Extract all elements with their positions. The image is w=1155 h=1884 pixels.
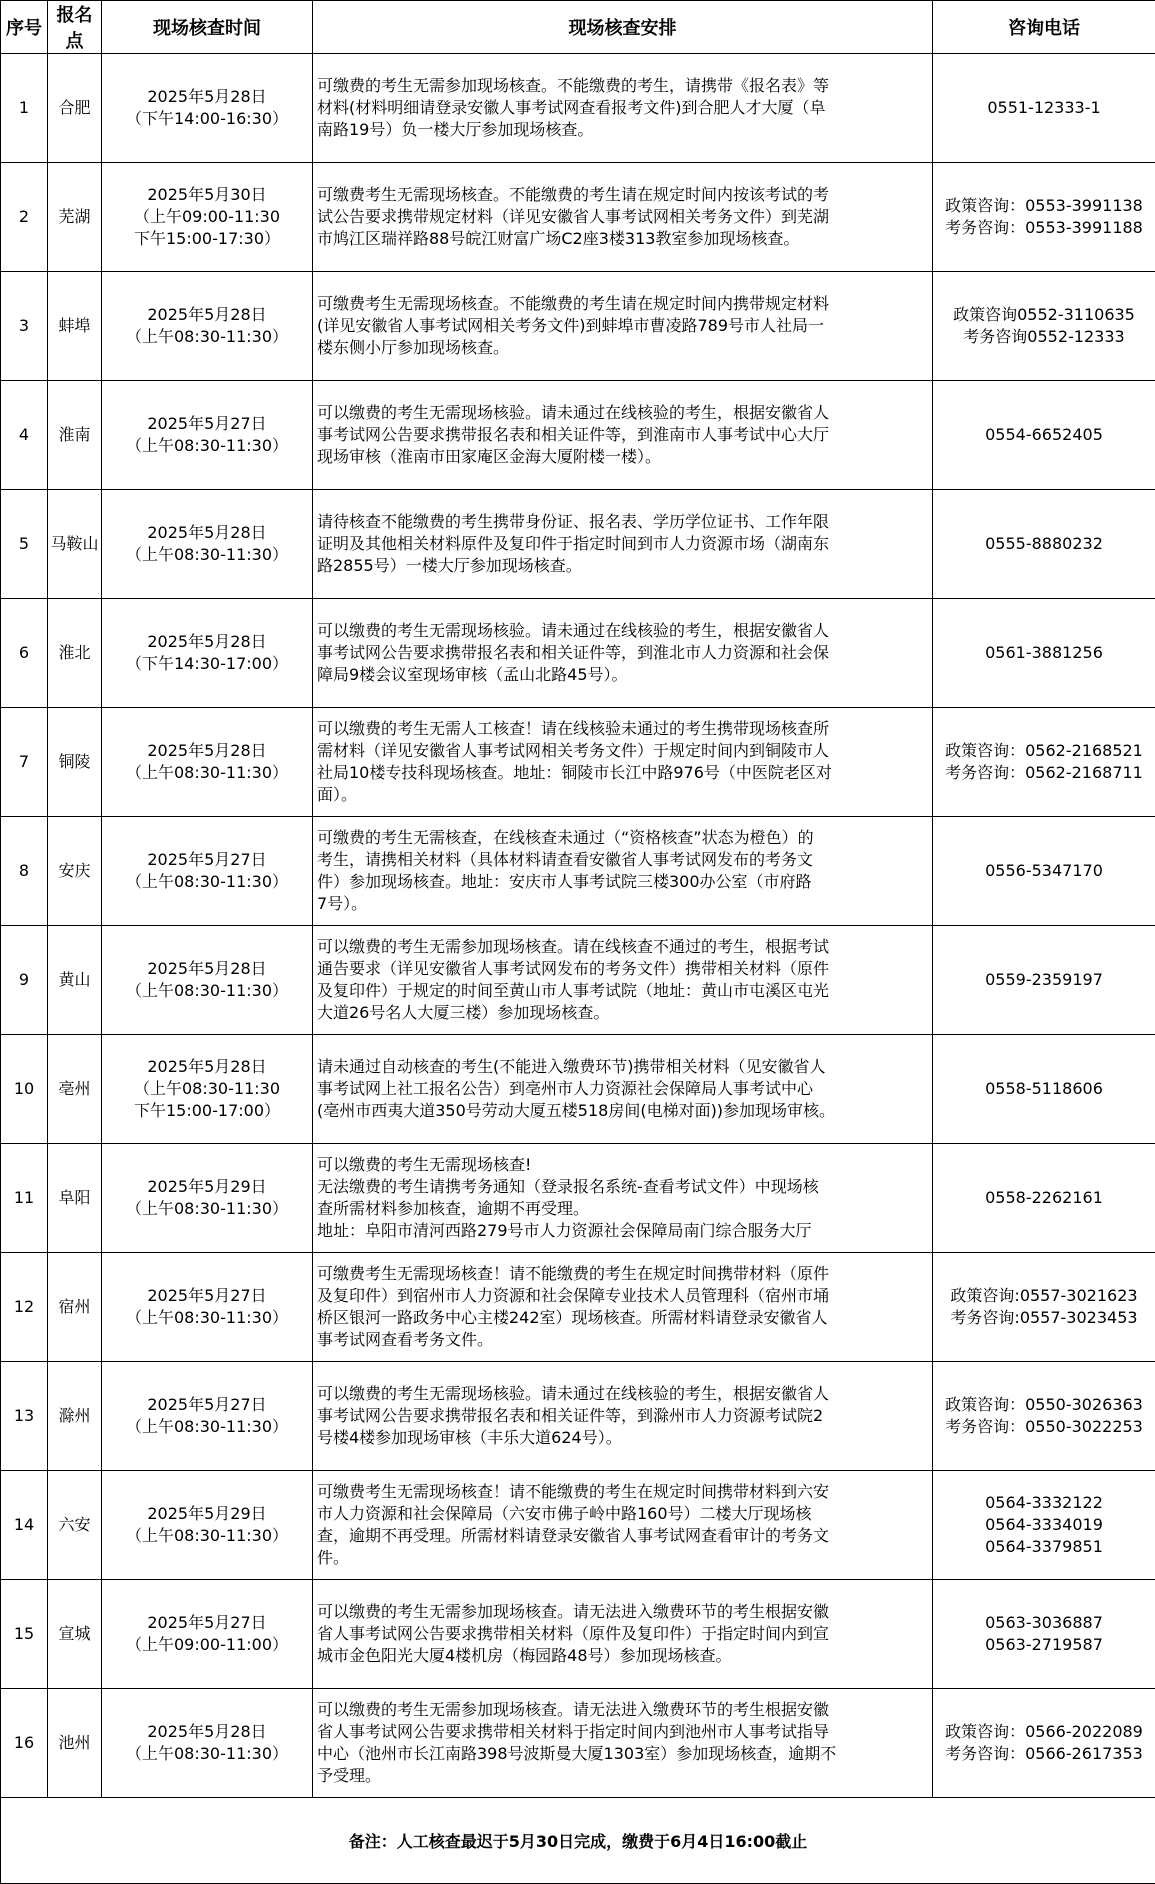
time-line: （上午08:30-11:30） (102, 762, 312, 784)
table-row (1, 1035, 1155, 1144)
time-line: （上午08:30-11:30） (102, 544, 312, 566)
arrangement-line: 试公告要求携带规定材料（详见安徽省人事考试网相关考务文件）到芜湖 (317, 206, 928, 228)
row-number: 7 (1, 708, 48, 817)
arrangement-line: 事考试网上社工报名公告）到亳州市人力资源社会保障局人事考试中心 (317, 1078, 928, 1100)
row-number: 11 (1, 1144, 48, 1253)
row-number: 9 (1, 926, 48, 1035)
contact-phone (933, 1035, 1155, 1144)
header-site: 报名点 (48, 1, 102, 54)
registration-site: 宿州 (48, 1253, 102, 1362)
verification-arrangement (313, 926, 933, 1035)
registration-site: 阜阳 (48, 1144, 102, 1253)
registration-site: 芜湖 (48, 163, 102, 272)
arrangement-line: 可缴费的考生无需参加现场核查。不能缴费的考生，请携带《报名表》等 (317, 75, 928, 97)
registration-site: 安庆 (48, 817, 102, 926)
verification-time (102, 1471, 313, 1580)
phone-line: 考务咨询：0553-3991188 (933, 217, 1155, 239)
time-line: （上午08:30-11:30） (102, 1525, 312, 1547)
time-line: （上午08:30-11:30） (102, 1307, 312, 1329)
table-row (1, 1580, 1155, 1689)
time-line: （上午08:30-11:30） (102, 980, 312, 1002)
arrangement-line: 可缴费的考生无需核查，在线核查未通过（“资格核查”状态为橙色）的 (317, 827, 928, 849)
arrangement-line: 可缴费考生无需现场核查！请不能缴费的考生在规定时间携带材料到六安 (317, 1481, 928, 1503)
table-row (1, 1144, 1155, 1253)
verification-arrangement (313, 54, 933, 163)
row-number: 15 (1, 1580, 48, 1689)
contact-phone (933, 1253, 1155, 1362)
row-number: 16 (1, 1689, 48, 1798)
contact-phone (933, 1689, 1155, 1798)
table-row (1, 381, 1155, 490)
row-number: 3 (1, 272, 48, 381)
registration-site: 合肥 (48, 54, 102, 163)
phone-line: 0564-3334019 (933, 1514, 1155, 1536)
arrangement-line: 市人力资源和社会保障局（六安市佛子岭中路160号）二楼大厅现场核 (317, 1503, 928, 1525)
phone-line: 0561-3881256 (933, 642, 1155, 664)
contact-phone (933, 817, 1155, 926)
verification-arrangement (313, 272, 933, 381)
arrangement-line: 可缴费考生无需现场核查。不能缴费的考生请在规定时间内携带规定材料 (317, 293, 928, 315)
verification-time (102, 272, 313, 381)
arrangement-line: 号楼4楼参加现场审核（丰乐大道624号）。 (317, 1427, 928, 1449)
time-line: （上午08:30-11:30） (102, 1198, 312, 1220)
phone-line: 0564-3379851 (933, 1536, 1155, 1558)
row-number: 1 (1, 54, 48, 163)
arrangement-line: 可缴费考生无需现场核查！请不能缴费的考生在规定时间携带材料（原件 (317, 1263, 928, 1285)
header-phone: 咨询电话 (933, 1, 1155, 54)
arrangement-line: 可以缴费的考生无需人工核查！请在线核验未通过的考生携带现场核查所 (317, 718, 928, 740)
table-header-row (1, 1, 1155, 54)
arrangement-line: 件）参加现场核查。地址：安庆市人事考试院三楼300办公室（市府路 (317, 871, 928, 893)
arrangement-line: 查，逾期不再受理。所需材料请登录安徽省人事考试网查看审计的考务文 (317, 1525, 928, 1547)
verification-time (102, 708, 313, 817)
arrangement-line: 地址：阜阳市清河西路279号市人力资源社会保障局南门综合服务大厅 (317, 1220, 928, 1242)
time-line: 下午15:00-17:00） (102, 1100, 312, 1122)
time-line: 2025年5月28日 (102, 86, 312, 108)
arrangement-line: 通告要求（详见安徽省人事考试网发布的考务文件）携带相关材料（原件 (317, 958, 928, 980)
phone-line: 政策咨询：0550-3026363 (933, 1394, 1155, 1416)
arrangement-line: 大道26号名人大厦三楼）参加现场核查。 (317, 1002, 928, 1024)
arrangement-line: 桥区银河一路政务中心主楼242室）现场核查。所需材料请登录安徽省人 (317, 1307, 928, 1329)
time-line: 2025年5月28日 (102, 740, 312, 762)
time-line: 2025年5月29日 (102, 1503, 312, 1525)
contact-phone (933, 163, 1155, 272)
table-row (1, 1689, 1155, 1798)
time-line: （上午08:30-11:30） (102, 326, 312, 348)
time-line: （上午08:30-11:30 (102, 1078, 312, 1100)
table-row (1, 1471, 1155, 1580)
arrangement-line: 省人事考试网公告要求携带相关材料（原件及复印件）于指定时间内到宣 (317, 1623, 928, 1645)
time-line: 2025年5月27日 (102, 1285, 312, 1307)
time-line: 2025年5月27日 (102, 849, 312, 871)
arrangement-line: 城市金色阳光大厦4楼机房（梅园路48号）参加现场核查。 (317, 1645, 928, 1667)
verification-time (102, 1580, 313, 1689)
verification-arrangement (313, 381, 933, 490)
note-text: 备注：人工核查最迟于5月30日完成，缴费于6月4日16:00截止 (1, 1798, 1155, 1884)
registration-site: 宣城 (48, 1580, 102, 1689)
arrangement-line: 市鸠江区瑞祥路88号皖江财富广场C2座3楼313教室参加现场核查。 (317, 228, 928, 250)
header-time: 现场核查时间 (102, 1, 313, 54)
time-line: 2025年5月28日 (102, 522, 312, 544)
arrangement-line: 7号）。 (317, 893, 928, 915)
arrangement-line: 无法缴费的考生请携考务通知（登录报名系统-查看考试文件）中现场核 (317, 1176, 928, 1198)
header-no: 序号 (1, 1, 48, 54)
phone-line: 0555-8880232 (933, 533, 1155, 555)
registration-site: 亳州 (48, 1035, 102, 1144)
verification-time (102, 817, 313, 926)
time-line: 2025年5月28日 (102, 304, 312, 326)
contact-phone (933, 381, 1155, 490)
arrangement-line: 及复印件）于规定的时间至黄山市人事考试院（地址：黄山市屯溪区屯光 (317, 980, 928, 1002)
row-number: 2 (1, 163, 48, 272)
table-row (1, 817, 1155, 926)
registration-site: 淮北 (48, 599, 102, 708)
contact-phone (933, 1580, 1155, 1689)
table-row (1, 54, 1155, 163)
verification-arrangement (313, 599, 933, 708)
verification-time (102, 1035, 313, 1144)
registration-site: 六安 (48, 1471, 102, 1580)
phone-line: 0558-5118606 (933, 1078, 1155, 1100)
phone-line: 考务咨询：0566-2617353 (933, 1743, 1155, 1765)
phone-line: 考务咨询：0562-2168711 (933, 762, 1155, 784)
arrangement-line: 请未通过自动核查的考生(不能进入缴费环节)携带相关材料（见安徽省人 (317, 1056, 928, 1078)
row-number: 5 (1, 490, 48, 599)
contact-phone (933, 599, 1155, 708)
verification-time (102, 1253, 313, 1362)
verification-arrangement (313, 163, 933, 272)
arrangement-line: 材料(材料明细请登录安徽人事考试网查看报考文件)到合肥人才大厦（阜 (317, 97, 928, 119)
phone-line: 政策咨询：0562-2168521 (933, 740, 1155, 762)
phone-line: 0558-2262161 (933, 1187, 1155, 1209)
phone-line: 0551-12333-1 (933, 97, 1155, 119)
arrangement-line: 南路19号）负一楼大厅参加现场核查。 (317, 119, 928, 141)
time-line: 2025年5月30日 (102, 184, 312, 206)
arrangement-line: 可以缴费的考生无需现场核验。请未通过在线核验的考生，根据安徽省人 (317, 402, 928, 424)
contact-phone (933, 1471, 1155, 1580)
verification-arrangement (313, 817, 933, 926)
phone-line: 考务咨询：0550-3022253 (933, 1416, 1155, 1438)
verification-time (102, 163, 313, 272)
phone-line: 0556-5347170 (933, 860, 1155, 882)
time-line: 2025年5月29日 (102, 1176, 312, 1198)
arrangement-line: 可以缴费的考生无需现场核验。请未通过在线核验的考生，根据安徽省人 (317, 1383, 928, 1405)
phone-line: 0559-2359197 (933, 969, 1155, 991)
contact-phone (933, 1362, 1155, 1471)
arrangement-line: 可以缴费的考生无需参加现场核查。请无法进入缴费环节的考生根据安徽 (317, 1699, 928, 1721)
arrangement-line: 可以缴费的考生无需现场核验。请未通过在线核验的考生，根据安徽省人 (317, 620, 928, 642)
verification-arrangement (313, 708, 933, 817)
table-row (1, 708, 1155, 817)
time-line: （上午08:30-11:30） (102, 1743, 312, 1765)
time-line: （下午14:30-17:00） (102, 653, 312, 675)
registration-site: 铜陵 (48, 708, 102, 817)
arrangement-line: 路2855号）一楼大厅参加现场核查。 (317, 555, 928, 577)
time-line: 2025年5月27日 (102, 1612, 312, 1634)
contact-phone (933, 708, 1155, 817)
contact-phone (933, 490, 1155, 599)
verification-time (102, 926, 313, 1035)
time-line: 2025年5月28日 (102, 631, 312, 653)
time-line: （下午14:00-16:30） (102, 108, 312, 130)
verification-arrangement (313, 1144, 933, 1253)
registration-site: 池州 (48, 1689, 102, 1798)
verification-arrangement (313, 1362, 933, 1471)
row-number: 10 (1, 1035, 48, 1144)
table-row (1, 1362, 1155, 1471)
verification-arrangement (313, 1035, 933, 1144)
arrangement-line: 省人事考试网公告要求携带相关材料于指定时间内到池州市人事考试指导 (317, 1721, 928, 1743)
registration-site: 淮南 (48, 381, 102, 490)
arrangement-line: 证明及其他相关材料原件及复印件于指定时间到市人力资源市场（湖南东 (317, 533, 928, 555)
verification-time (102, 599, 313, 708)
phone-line: 政策咨询:0557-3021623 (933, 1285, 1155, 1307)
arrangement-line: 事考试网公告要求携带报名表和相关证件等，到滁州市人力资源考试院2 (317, 1405, 928, 1427)
time-line: 2025年5月27日 (102, 1394, 312, 1416)
phone-line: 0564-3332122 (933, 1492, 1155, 1514)
arrangement-line: 障局9楼会议室现场审核（孟山北路45号）。 (317, 664, 928, 686)
row-number: 8 (1, 817, 48, 926)
row-number: 4 (1, 381, 48, 490)
arrangement-line: 事考试网公告要求携带报名表和相关证件等，到淮北市人力资源和社会保 (317, 642, 928, 664)
verification-arrangement (313, 1580, 933, 1689)
phone-line: 考务咨询:0557-3023453 (933, 1307, 1155, 1329)
arrangement-line: 予受理。 (317, 1765, 928, 1787)
time-line: （上午09:00-11:00） (102, 1634, 312, 1656)
table-row (1, 599, 1155, 708)
arrangement-line: 可以缴费的考生无需参加现场核查。请无法进入缴费环节的考生根据安徽 (317, 1601, 928, 1623)
table-row (1, 926, 1155, 1035)
time-line: 2025年5月28日 (102, 1721, 312, 1743)
arrangement-line: 现场审核（淮南市田家庵区金海大厦附楼一楼）。 (317, 446, 928, 468)
time-line: （上午08:30-11:30） (102, 435, 312, 457)
arrangement-line: (亳州市西夷大道350号劳动大厦五楼518房间(电梯对面))参加现场审核。 (317, 1100, 928, 1122)
arrangement-line: 楼东侧小厅参加现场核查。 (317, 337, 928, 359)
time-line: 2025年5月27日 (102, 413, 312, 435)
time-line: （上午09:00-11:30 (102, 206, 312, 228)
verification-time (102, 1362, 313, 1471)
arrangement-line: 社局10楼专技科现场核查。地址：铜陵市长江中路976号（中医院老区对 (317, 762, 928, 784)
table-row (1, 490, 1155, 599)
arrangement-line: 考生，请携相关材料（具体材料请查看安徽省人事考试网发布的考务文 (317, 849, 928, 871)
arrangement-line: 及复印件）到宿州市人力资源和社会保障专业技术人员管理科（宿州市埇 (317, 1285, 928, 1307)
table-body (1, 54, 1155, 1798)
arrangement-line: 可以缴费的考生无需现场核查! (317, 1154, 928, 1176)
arrangement-line: 面）。 (317, 784, 928, 806)
arrangement-line: 请待核查不能缴费的考生携带身份证、报名表、学历学位证书、工作年限 (317, 511, 928, 533)
table-row (1, 1253, 1155, 1362)
table-row (1, 163, 1155, 272)
phone-line: 0554-6652405 (933, 424, 1155, 446)
registration-site: 马鞍山 (48, 490, 102, 599)
phone-line: 政策咨询：0566-2022089 (933, 1721, 1155, 1743)
time-line: （上午08:30-11:30） (102, 871, 312, 893)
phone-line: 政策咨询：0553-3991138 (933, 195, 1155, 217)
header-arrangement: 现场核查安排 (313, 1, 933, 54)
arrangement-line: 中心（池州市长江南路398号波斯曼大厦1303室）参加现场核查，逾期不 (317, 1743, 928, 1765)
row-number: 13 (1, 1362, 48, 1471)
row-number: 6 (1, 599, 48, 708)
verification-time (102, 1144, 313, 1253)
arrangement-line: (详见安徽省人事考试网相关考务文件)到蚌埠市曹凌路789号市人社局一 (317, 315, 928, 337)
arrangement-line: 件。 (317, 1547, 928, 1569)
time-line: 2025年5月28日 (102, 1056, 312, 1078)
arrangement-line: 可缴费考生无需现场核查。不能缴费的考生请在规定时间内按该考试的考 (317, 184, 928, 206)
verification-time (102, 490, 313, 599)
arrangement-line: 事考试网查看考务文件。 (317, 1329, 928, 1351)
time-line: （上午08:30-11:30） (102, 1416, 312, 1438)
row-number: 14 (1, 1471, 48, 1580)
verification-arrangement (313, 1471, 933, 1580)
verification-time (102, 381, 313, 490)
arrangement-line: 需材料（详见安徽省人事考试网相关考务文件）于规定时间内到铜陵市人 (317, 740, 928, 762)
row-number: 12 (1, 1253, 48, 1362)
contact-phone (933, 926, 1155, 1035)
registration-site: 黄山 (48, 926, 102, 1035)
arrangement-line: 查所需材料参加核查，逾期不再受理。 (317, 1198, 928, 1220)
phone-line: 政策咨询0552-3110635 (933, 304, 1155, 326)
registration-site: 蚌埠 (48, 272, 102, 381)
verification-arrangement (313, 1253, 933, 1362)
contact-phone (933, 1144, 1155, 1253)
verification-time (102, 54, 313, 163)
time-line: 2025年5月28日 (102, 958, 312, 980)
verification-arrangement (313, 1689, 933, 1798)
note-row (1, 1798, 1155, 1884)
phone-line: 考务咨询0552-12333 (933, 326, 1155, 348)
phone-line: 0563-2719587 (933, 1634, 1155, 1656)
contact-phone (933, 54, 1155, 163)
arrangement-line: 可以缴费的考生无需参加现场核查。请在线核查不通过的考生，根据考试 (317, 936, 928, 958)
phone-line: 0563-3036887 (933, 1612, 1155, 1634)
arrangement-line: 事考试网公告要求携带报名表和相关证件等，到淮南市人事考试中心大厅 (317, 424, 928, 446)
table-row (1, 272, 1155, 381)
verification-arrangement (313, 490, 933, 599)
time-line: 下午15:00-17:30） (102, 228, 312, 250)
contact-phone (933, 272, 1155, 381)
verification-time (102, 1689, 313, 1798)
registration-site: 滁州 (48, 1362, 102, 1471)
